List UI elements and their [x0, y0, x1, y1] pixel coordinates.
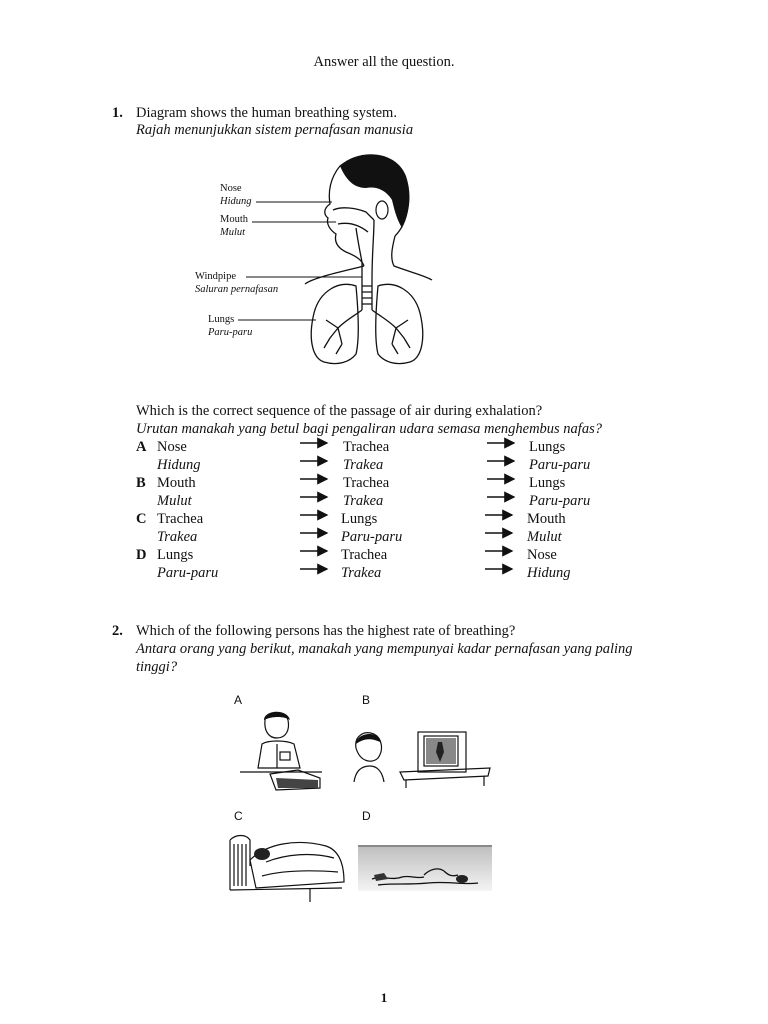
option-c-step-2-ms: Paru-paru: [341, 529, 403, 545]
option-a-step-2-ms: Trakea: [343, 457, 384, 473]
option-b-step-1-en: Mouth: [157, 475, 196, 491]
option-a-step-2-en: Trachea: [343, 439, 390, 455]
label-mulut: Mulut: [220, 227, 246, 238]
label-lungs: Lungs: [208, 314, 235, 325]
option-b-step-2-ms: Trakea: [343, 493, 384, 509]
label-saluran-pernafasan: Saluran pernafasan: [195, 284, 279, 295]
question-2-text-en: Which of the following persons has the highest rate of breathing?: [136, 623, 516, 639]
option-c-label[interactable]: C: [234, 809, 243, 823]
picture-c-person-sleeping[interactable]: [226, 826, 350, 906]
label-paru-paru: Paru-paru: [208, 327, 253, 338]
option-d-label[interactable]: D: [362, 809, 371, 823]
option-d-step-1-ms: Paru-paru: [157, 565, 219, 581]
question-1-text-ms: Rajah menunjukkan sistem pernafasan manusia: [136, 122, 414, 138]
breathing-system-diagram: [190, 148, 440, 378]
page-number: 1: [380, 990, 388, 1005]
option-d-letter[interactable]: D: [136, 547, 147, 563]
option-a-step-1-ms: Hidung: [157, 457, 201, 473]
option-b-step-1-ms: Mulut: [157, 493, 192, 509]
option-b-label[interactable]: B: [362, 693, 371, 707]
picture-a-person-reading[interactable]: [240, 708, 330, 794]
question-2-text-ms-line2: tinggi?: [136, 659, 178, 675]
option-c-step-3-ms: Mulut: [527, 529, 562, 545]
option-c-step-1-ms: Trakea: [157, 529, 198, 545]
label-hidung: Hidung: [220, 196, 252, 207]
picture-b-boy-watching-tv[interactable]: [350, 708, 492, 790]
option-a-step-1-en: Nose: [157, 439, 187, 455]
label-nose: Nose: [220, 183, 242, 194]
option-a-step-3-en: Lungs: [529, 439, 566, 455]
question-2-number: 2.: [112, 623, 123, 639]
option-c-step-3-en: Mouth: [527, 511, 566, 527]
option-b-letter[interactable]: B: [136, 475, 146, 491]
label-mouth: Mouth: [220, 214, 249, 225]
label-windpipe: Windpipe: [195, 271, 236, 282]
option-a-step-3-ms: Paru-paru: [529, 457, 591, 473]
option-a-label[interactable]: A: [234, 693, 243, 707]
option-arrows: [0, 438, 768, 588]
option-c-letter[interactable]: C: [136, 511, 147, 527]
option-b-step-3-en: Lungs: [529, 475, 566, 491]
option-d-step-1-en: Lungs: [157, 547, 194, 563]
option-d-step-3-ms: Hidung: [527, 565, 571, 581]
page-header: Answer all the question.: [313, 54, 455, 70]
picture-d-person-swimming[interactable]: [358, 845, 492, 891]
option-d-step-2-en: Trachea: [341, 547, 388, 563]
question-2-text-ms-line1: Antara orang yang berikut, manakah yang mempunyai kadar pernafasan yang paling: [136, 641, 633, 657]
question-1-prompt-en: Which is the correct sequence of the passage of air during exhalation?: [136, 403, 543, 419]
question-1-prompt-ms: Urutan manakah yang betul bagi pengaliran udara semasa menghembus nafas?: [136, 421, 602, 437]
option-b-step-2-en: Trachea: [343, 475, 390, 491]
question-1-number: 1.: [112, 105, 123, 121]
option-a-letter[interactable]: A: [136, 439, 147, 455]
option-d-step-3-en: Nose: [527, 547, 557, 563]
option-b-step-3-ms: Paru-paru: [529, 493, 591, 509]
option-c-step-1-en: Trachea: [157, 511, 204, 527]
option-c-step-2-en: Lungs: [341, 511, 378, 527]
option-d-step-2-ms: Trakea: [341, 565, 382, 581]
question-1-text-en: Diagram shows the human breathing system.: [136, 105, 397, 121]
